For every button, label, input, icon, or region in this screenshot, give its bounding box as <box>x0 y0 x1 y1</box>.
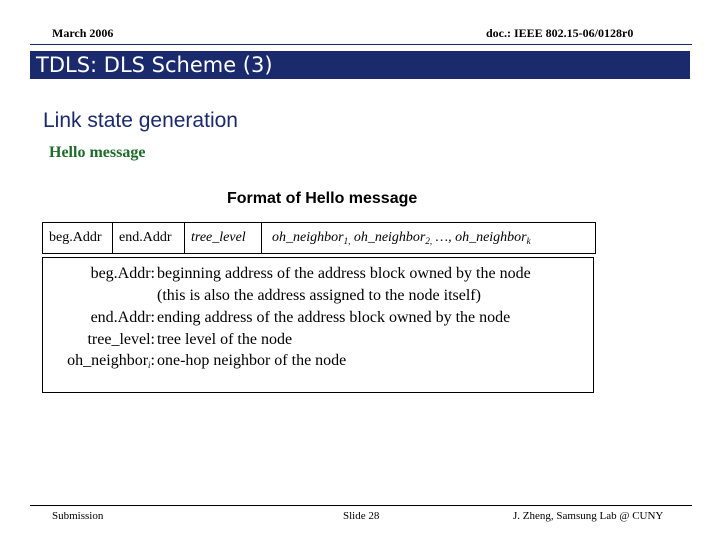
definition-term: tree_level: <box>87 331 155 348</box>
definition-text: ending address of the address block owned by the node <box>157 309 511 326</box>
definition-row <box>43 263 595 284</box>
neighbor-ellipsis: …, <box>432 230 456 245</box>
neighbor-1-sub: 1, <box>343 236 351 246</box>
footer-submission: Submission <box>52 510 104 522</box>
definition-term <box>67 350 155 376</box>
field-tree-level: tree_level <box>185 223 262 253</box>
neighbor-2-sub: 2, <box>425 236 433 246</box>
definition-term-sub: i <box>148 360 151 370</box>
definition-term: beg.Addr: <box>90 265 155 282</box>
definition-row <box>43 285 595 306</box>
neighbor-k: oh_neighbor <box>455 230 527 245</box>
header-divider <box>30 44 692 45</box>
neighbor-2: oh_neighbor <box>353 230 426 245</box>
slide-subtitle: Link state generation <box>43 109 238 132</box>
definitions-box <box>42 257 594 393</box>
header-date: March 2006 <box>52 26 114 40</box>
definition-text: tree level of the node <box>157 331 293 348</box>
definition-text: one-hop neighbor of the node <box>157 352 347 369</box>
definition-text: beginning address of the address block owned by the node <box>157 265 531 282</box>
definition-row <box>43 329 595 350</box>
definition-text: (this is also the address assigned to the node itself) <box>157 287 481 304</box>
footer-divider <box>30 505 692 506</box>
title-bar <box>30 51 690 79</box>
section-heading: Hello message <box>49 144 146 161</box>
format-caption: Format of Hello message <box>227 190 418 207</box>
definition-row <box>43 350 595 371</box>
definition-term-suffix: : <box>150 352 155 369</box>
field-beg-addr: beg.Addr <box>43 223 113 253</box>
footer-slide-number: Slide 28 <box>343 510 380 522</box>
definition-term-base: oh_neighbor <box>67 352 149 369</box>
footer-author: J. Zheng, Samsung Lab @ CUNY <box>513 510 664 522</box>
hello-format-table <box>42 222 596 254</box>
header-doc-id: doc.: IEEE 802.15-06/0128r0 <box>486 26 634 40</box>
neighbor-1: oh_neighbor <box>272 230 344 245</box>
field-neighbors <box>262 223 595 253</box>
field-end-addr: end.Addr <box>113 223 185 253</box>
slide-title: TDLS: DLS Scheme (3) <box>36 53 273 77</box>
definition-row <box>43 307 595 328</box>
definition-term: end.Addr: <box>90 309 155 326</box>
neighbor-k-sub: k <box>526 236 531 246</box>
